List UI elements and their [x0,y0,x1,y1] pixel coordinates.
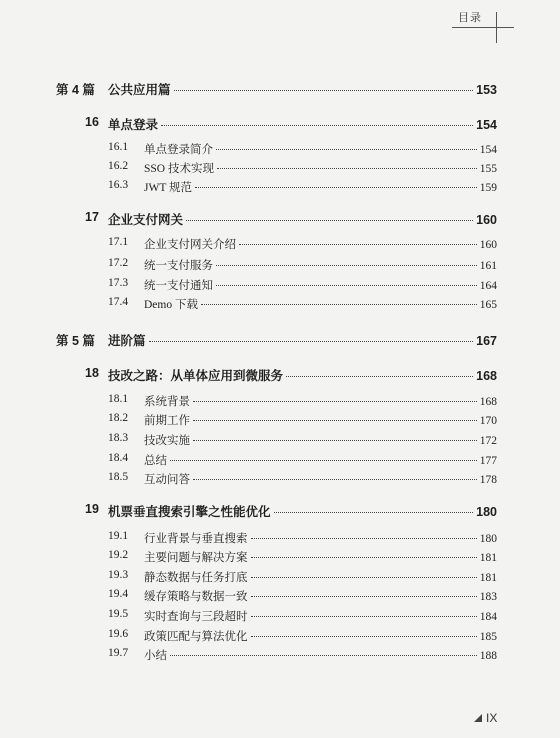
toc-number: 18 [85,366,99,380]
toc-part-row[interactable] [0,331,560,351]
toc-title-line [144,569,497,585]
toc-page-number: 167 [476,334,497,348]
toc-number: 19.7 [108,647,129,659]
toc-page-number: 165 [479,299,497,311]
toc-title-line [144,179,497,195]
toc-section-row[interactable] [0,257,560,277]
toc-title: 行业背景与垂直搜索 [144,533,248,545]
toc-page-number: 183 [479,591,497,603]
toc-number: 17 [85,210,99,224]
toc-number: 17.2 [108,257,129,269]
toc-page-number: 168 [479,396,497,408]
toc-number: 18.4 [108,452,129,464]
dot-leader [239,244,477,245]
toc-title: 技改之路：从单体应用到微服务 [108,369,284,383]
toc-number: 18.1 [108,393,129,405]
toc-page-number: 172 [479,435,497,447]
dot-leader [217,168,477,169]
toc-title: 统一支付通知 [144,280,213,292]
page-number: IX [486,711,498,725]
dot-leader [251,636,477,637]
toc-number: 19.2 [108,549,129,561]
dot-leader [286,376,473,377]
toc-section-row[interactable] [0,236,560,256]
toc-section-row[interactable] [0,432,560,452]
toc-section-row[interactable] [0,608,560,628]
toc-title: 总结 [144,455,167,467]
toc-page-number: 178 [479,474,497,486]
toc-chapter-row[interactable] [0,366,560,386]
toc-section-row[interactable] [0,277,560,297]
dot-leader [216,285,477,286]
toc-title: 单点登录简介 [144,144,213,156]
toc-page-number: 161 [479,260,497,272]
dot-leader [251,577,477,578]
toc-title-line [144,393,497,409]
toc-page-number: 155 [479,163,497,175]
toc-title-line [144,296,497,312]
toc-page-number: 154 [479,144,497,156]
dot-leader [193,420,477,421]
toc-title-line [108,210,497,228]
toc-title-line [108,80,497,98]
toc-number: 第 5 篇 [56,334,95,348]
toc-chapter-row[interactable] [0,210,560,230]
toc-title: 企业支付网关介绍 [144,239,236,251]
toc-title-line [108,331,497,349]
dot-leader [193,479,477,480]
toc-page-number: 164 [479,280,497,292]
toc-chapter-row[interactable] [0,115,560,135]
toc-title: 缓存策略与数据一致 [144,591,248,603]
toc-number: 19.1 [108,530,129,542]
toc-title: 互动问答 [144,474,190,486]
dot-leader [216,149,477,150]
toc-section-row[interactable] [0,471,560,491]
toc-title: 主要问题与解决方案 [144,552,248,564]
toc-section-row[interactable] [0,530,560,550]
toc-section-row[interactable] [0,179,560,199]
toc-title: 系统背景 [144,396,190,408]
toc-page-number: 170 [479,415,497,427]
toc-number: 19.5 [108,608,129,620]
page-footer [474,711,497,725]
toc-title-line [144,432,497,448]
toc-page-number: 177 [479,455,497,467]
toc-section-row[interactable] [0,393,560,413]
toc-number: 19.4 [108,588,129,600]
toc-page-number: 168 [476,369,497,383]
header-rule [452,27,514,28]
toc-chapter-row[interactable] [0,502,560,522]
toc-title-line [144,277,497,293]
toc-page-number: 184 [479,611,497,623]
toc-number: 第 4 篇 [56,83,95,97]
toc-page-number: 185 [479,631,497,643]
toc-page-number: 160 [476,213,497,227]
toc-number: 18.2 [108,412,129,424]
toc-page-number: 154 [476,118,497,132]
toc-title: 技改实施 [144,435,190,447]
toc-section-row[interactable] [0,452,560,472]
toc-title: 静态数据与任务打底 [144,572,248,584]
toc-number: 16 [85,115,99,129]
dot-leader [251,596,477,597]
toc-title: 单点登录 [108,118,159,132]
toc-title: 统一支付服务 [144,260,213,272]
toc-section-row[interactable] [0,141,560,161]
toc-title-line [108,115,497,133]
toc-section-row[interactable] [0,569,560,589]
toc-page-number: 153 [476,83,497,97]
toc-title-line [144,412,497,428]
corner-triangle-icon [474,714,482,722]
toc-page-number: 188 [479,650,497,662]
toc-number: 18.5 [108,471,129,483]
toc-number: 19 [85,502,99,516]
toc-page-number: 159 [479,182,497,194]
toc-page-number: 181 [479,572,497,584]
toc-title: 公共应用篇 [108,83,171,97]
toc-title: JWT 规范 [144,182,193,194]
toc-title: Demo 下载 [144,299,198,311]
toc-number: 19.3 [108,569,129,581]
toc-title-line [144,647,497,663]
dot-leader [193,401,477,402]
header-label: 目录 [458,12,482,24]
toc-section-row[interactable] [0,160,560,180]
dot-leader [149,341,474,342]
toc-page-number: 181 [479,552,497,564]
toc-title: 企业支付网关 [108,213,184,227]
dot-leader [174,90,474,91]
toc-number: 19.6 [108,628,129,640]
toc-title-line [144,628,497,644]
dot-leader [195,187,477,188]
toc-title-line [144,236,497,252]
dot-leader [251,538,477,539]
toc-number: 17.3 [108,277,129,289]
toc-title-line [144,471,497,487]
toc-title: 进阶篇 [108,334,146,348]
toc-number: 18.3 [108,432,129,444]
toc-title: 机票垂直搜索引擎之性能优化 [108,505,271,519]
toc-number: 17.4 [108,296,129,308]
toc-title-line [144,608,497,624]
toc-number: 16.1 [108,141,129,153]
dot-leader [251,616,477,617]
toc-title-line [144,160,497,176]
header-vertical-rule [496,12,497,43]
toc-title-line [108,366,497,384]
toc-section-row[interactable] [0,549,560,569]
dot-leader [170,655,477,656]
toc-title-line [144,549,497,565]
dot-leader [274,512,474,513]
toc-section-row[interactable] [0,647,560,667]
toc-title: 前期工作 [144,415,190,427]
toc-title-line [144,257,497,273]
toc-number: 16.2 [108,160,129,172]
dot-leader [216,265,477,266]
toc-number: 16.3 [108,179,129,191]
toc-title-line [108,502,497,520]
toc-section-row[interactable] [0,296,560,316]
toc-section-row[interactable] [0,628,560,648]
dot-leader [193,440,477,441]
toc-title: 实时查询与三段超时 [144,611,248,623]
dot-leader [161,125,473,126]
toc-part-row[interactable] [0,80,560,100]
dot-leader [186,220,473,221]
toc-title-line [144,588,497,604]
toc-title: SSO 技术实现 [144,163,214,175]
toc-title-line [144,530,497,546]
toc-number: 17.1 [108,236,129,248]
toc-page-number: 180 [476,505,497,519]
dot-leader [201,304,477,305]
dot-leader [251,557,477,558]
toc-title-line [144,141,497,157]
dot-leader [170,460,477,461]
toc-page-number: 180 [479,533,497,545]
toc-section-row[interactable] [0,412,560,432]
toc-title: 政策匹配与算法优化 [144,631,248,643]
toc-page-number: 160 [479,239,497,251]
toc-title: 小结 [144,650,167,662]
toc-section-row[interactable] [0,588,560,608]
toc-title-line [144,452,497,468]
